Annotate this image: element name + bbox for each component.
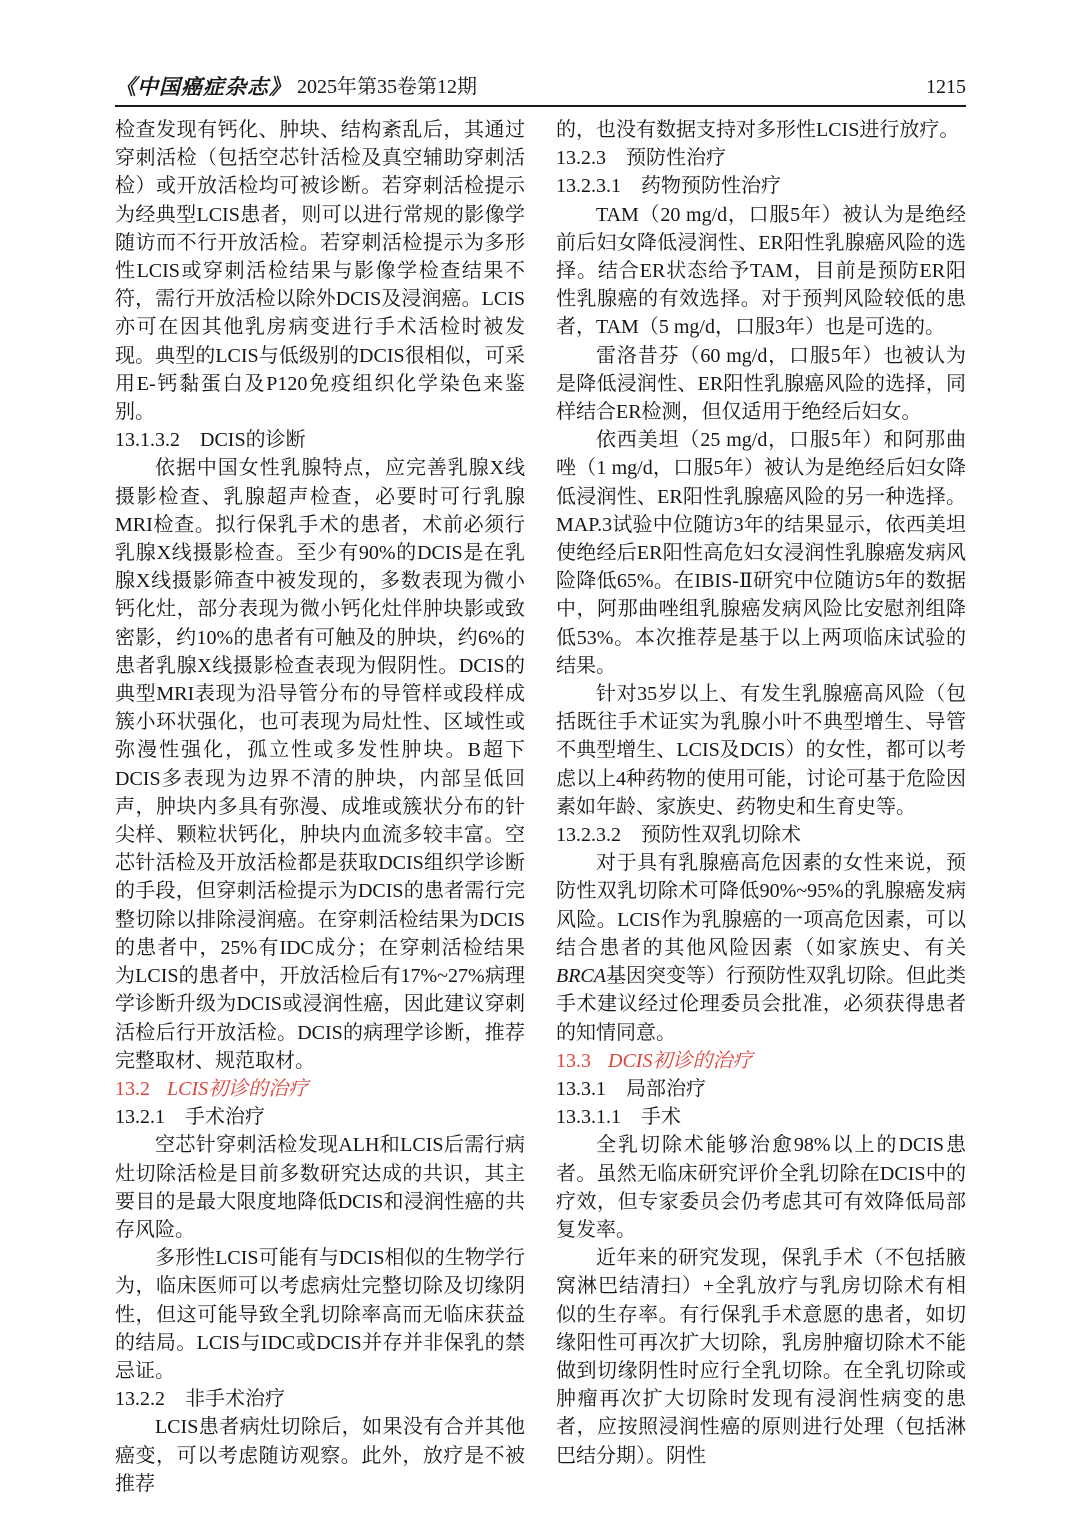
article-body [115, 116, 966, 1498]
paragraph-text: 对于具有乳腺癌高危因素的女性来说，预防性双乳切除术可降低90%~95%的乳腺癌发病风险。LCIS作为乳腺癌的一项高危因素，可以结合患者的其他风险因素（如家族史、有关 [556, 852, 966, 959]
page-number: 1215 [926, 76, 966, 98]
paragraph-surgery-2: 多形性LCIS可能有与DCIS相似的生物学行为，临床医师可以考虑病灶完整切除及切缘阴性，但这可能导致全乳切除率高而无临床获益的结局。LCIS与IDC或DCIS并存并非保乳的禁忌证。 [115, 1247, 525, 1382]
gene-name-brca: BRCA [556, 965, 606, 988]
header-rule [115, 105, 966, 107]
heading-13-2-3: 13.2.3 预防性治疗 [556, 147, 726, 170]
page-content [115, 74, 966, 1498]
heading-13-1-3-2: 13.1.3.2 DCIS的诊断 [115, 429, 306, 452]
paragraph-exemestane: 依西美坦（25 mg/d，口服5年）和阿那曲唑（1 mg/d，口服5年）被认为是绝经后妇女降低浸润性、ER阳性乳腺癌风险的另一种选择。MAP.3试验中位随访3年的结果显示，依西美坦使绝经后ER阳性高危妇女浸润性乳腺癌发病风险降低65%。在IBIS-Ⅱ研究中位随访5年的数据中，阿那曲唑组乳腺癌发病风险比安慰剂组降低53%。本次推荐是基于以上两项临床试验的结果。 [556, 429, 966, 677]
paragraph-prophylactic-mastectomy [556, 849, 966, 1046]
header-left [115, 74, 477, 100]
paragraph-tam: TAM（20 mg/d，口服5年）被认为是绝经前后妇女降低浸润性、ER阳性乳腺癌风险的选择。结合ER状态给予TAM，目前是预防ER阳性乳腺癌的有效选择。对于预判风险较低的患者，TAM（5 mg/d，口服3年）也是可选的。 [556, 203, 966, 339]
heading-13-2-3-1: 13.2.3.1 药物预防性治疗 [556, 175, 781, 198]
journal-issue: 2025年第35卷第12期 [297, 76, 477, 98]
right-column [556, 116, 966, 1498]
paragraph-nonsurgery: LCIS患者病灶切除后，如果没有合并其他癌变，可以考虑随访观察。此外，放疗是不被推荐 [115, 1416, 525, 1495]
paragraph-continuation: 的，也没有数据支持对多形性LCIS进行放疗。 [556, 119, 960, 141]
heading-13-3-1: 13.3.1 局部治疗 [556, 1077, 706, 1100]
paragraph-text: 基因突变等）行预防性双乳切除。但此类手术建议经过伦理委员会批准，必须获得患者的知情同意。 [556, 965, 966, 1044]
page-header [115, 74, 966, 105]
paragraph-dcis-diagnosis: 依据中国女性乳腺特点，应完善乳腺X线摄影检查、乳腺超声检查，必要时可行乳腺MRI检查。拟行保乳手术的患者，术前必须行乳腺X线摄影检查。至少有90%的DCIS是在乳腺X线摄影筛查中被发现的，多数表现为微小钙化灶，部分表现为微小钙化灶伴肿块影或致密影，约10%的患者有可触及的肿块，约6%的患者乳腺X线摄影检查表现为假阴性。DCIS的典型MRI表现为沿导管分布的导管样或段样成簇小环状强化，也可表现为局灶性、区域性或弥漫性强化，孤立性或多发性肿块。B超下DCIS多表现为边界不清的肿块，内部呈低回声，肿块内多具有弥漫、成堆或簇状分布的针尖样、颗粒状钙化，肿块内血流多较丰富。空芯针活检及开放活检都是获取DCIS组织学诊断的手段，但穿刺活检提示为DCIS的患者需行完整切除以排除浸润癌。在穿刺活检结果为DCIS的患者中，25%有IDC成分；在穿刺活检结果为LCIS的患者中，开放活检后有17%~27%病理学诊断升级为DCIS或浸润性癌，因此建议穿刺活检后行开放活检。DCIS的病理学诊断，推荐完整取材、规范取材。 [115, 457, 525, 1072]
heading-13-2-2: 13.2.2 非手术治疗 [115, 1388, 285, 1411]
heading-number: 13.3 [556, 1049, 591, 1072]
heading-title: DCIS初诊的治疗 [608, 1049, 753, 1072]
paragraph-surgery-1: 空芯针穿刺活检发现ALH和LCIS后需行病灶切除活检是目前多数研究达成的共识，其主要目的是最大限度地降低DCIS和浸润性癌的共存风险。 [115, 1134, 525, 1241]
heading-13-3-1-1: 13.3.1.1 手术 [556, 1106, 681, 1129]
heading-13-2-1: 13.2.1 手术治疗 [115, 1106, 265, 1129]
heading-13-2-3-2: 13.2.3.2 预防性双乳切除术 [556, 824, 801, 847]
heading-13-3 [556, 1047, 966, 1075]
paragraph-breast-conserving: 近年来的研究发现，保乳手术（不包括腋窝淋巴结清扫）+全乳放疗与乳房切除术有相似的生存率。有行保乳手术意愿的患者，如切缘阳性可再次扩大切除，乳房肿瘤切除术不能做到切缘阴性时应行全乳切除。在全乳切除或肿瘤再次扩大切除时发现有浸润性病变的患者，应按照浸润性癌的原则进行处理（包括淋巴结分期）。阴性 [556, 1247, 966, 1467]
heading-title: LCIS初诊的治疗 [167, 1077, 309, 1100]
paragraph-raloxifene: 雷洛昔芬（60 mg/d，口服5年）也被认为是降低浸润性、ER阳性乳腺癌风险的选择，同样结合ER检测，但仅适用于绝经后妇女。 [556, 344, 966, 424]
journal-title: 《中国癌症杂志》 [115, 75, 291, 99]
left-column [115, 116, 525, 1498]
heading-number: 13.2 [115, 1077, 150, 1100]
heading-13-2 [115, 1075, 525, 1103]
paragraph-total-mastectomy: 全乳切除术能够治愈98%以上的DCIS患者。虽然无临床研究评价全乳切除在DCIS中的疗效，但专家委员会仍考虑其可有效降低局部复发率。 [556, 1134, 966, 1241]
paragraph-age35: 针对35岁以上、有发生乳腺癌高风险（包括既往手术证实为乳腺小叶不典型增生、导管不典型增生、LCIS及DCIS）的女性，都可以考虑以上4种药物的使用可能，讨论可基于危险因素如年龄、家族史、药物史和生育史等。 [556, 683, 966, 818]
paragraph-continuation: 检查发现有钙化、肿块、结构紊乱后，其通过穿刺活检（包括空芯针活检及真空辅助穿刺活检）或开放活检均可被诊断。若穿刺活检提示为经典型LCIS患者，则可以进行常规的影像学随访而不行开放活检。若穿刺活检提示为多形性LCIS或穿刺活检结果与影像学检查结果不符，需行开放活检以除外DCIS及浸润癌。LCIS亦可在因其他乳房病变进行手术活检时被发现。典型的LCIS与低级别的DCIS很相似，可采用E-钙黏蛋白及P120免疫组织化学染色来鉴别。 [115, 119, 525, 424]
